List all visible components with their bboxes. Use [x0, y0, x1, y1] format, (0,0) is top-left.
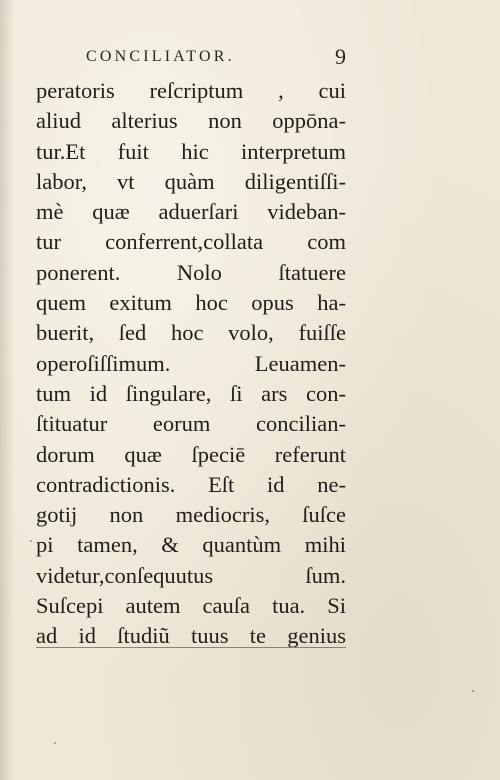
- text-line: Suſcepi autem cauſa tua. Si: [36, 593, 346, 619]
- text-line: buerit, ſed hoc volo, fuiſſe: [36, 320, 346, 346]
- body-text: [36, 76, 346, 652]
- paper-speck: [30, 540, 32, 542]
- text-line: labor, vt quàm diligentiſſi-: [36, 168, 346, 194]
- text-line: aliud alterius non oppōna-: [36, 108, 346, 134]
- text-line: tum id ſingulare, ſi ars con-: [36, 380, 346, 406]
- running-title: CONCILIATOR.: [86, 48, 235, 65]
- text-line: dorum quæ ſpeciē referunt: [36, 441, 346, 467]
- page-number: 9: [335, 44, 346, 69]
- text-line: videtur,conſequutus ſum.: [36, 562, 346, 588]
- text-line: pi tamen, & quantùm mihi: [36, 532, 346, 558]
- gutter-shadow: [0, 0, 14, 780]
- text-line: gotij non mediocris, ſuſce: [36, 502, 346, 528]
- text-line: tur.Et fuit hic interpretum: [36, 138, 346, 164]
- text-line: ponerent. Nolo ſtatuere: [36, 259, 346, 285]
- text-line: contradictionis. Eſt id ne-: [36, 471, 346, 497]
- text-line: peratoris reſcriptum , cui: [36, 78, 346, 103]
- text-line-last: ad id ſtudiũ tuus te genius: [36, 623, 346, 649]
- page-header: [86, 46, 346, 74]
- paper-speck: [472, 690, 474, 692]
- text-line: ſtituatur eorum concilian-: [36, 411, 346, 437]
- paper-speck: [54, 742, 56, 744]
- text-line: quem exitum hoc opus ha-: [36, 290, 346, 316]
- text-line: operoſiſſimum. Leuamen-: [36, 350, 346, 376]
- text-line: mè quæ aduerſari videban-: [36, 199, 346, 225]
- text-line: tur conferrent,collata com: [36, 229, 346, 255]
